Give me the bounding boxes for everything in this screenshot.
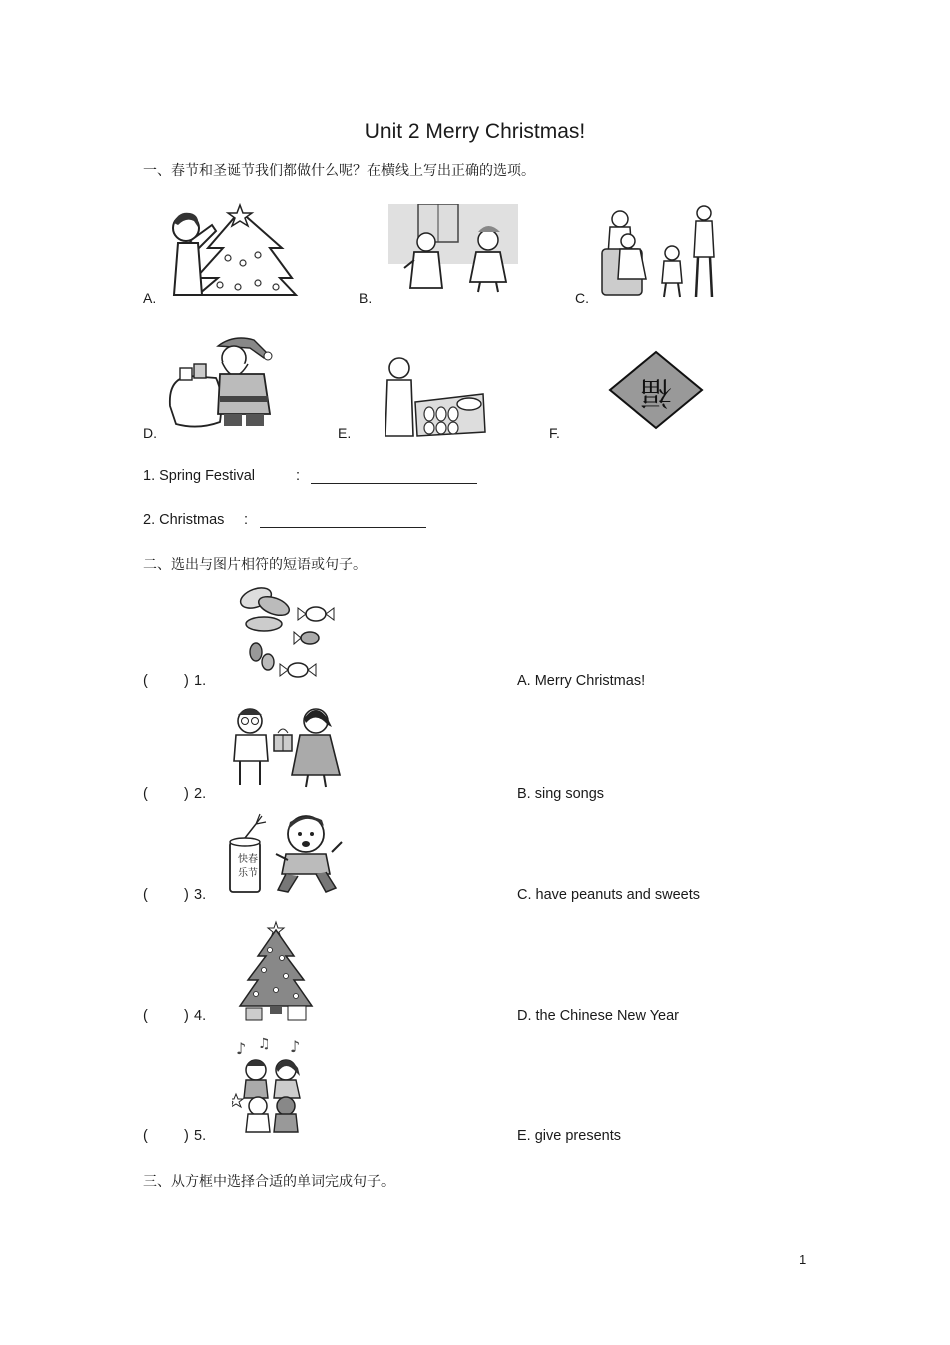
family-new-year-greeting-image [598,205,720,300]
option-e-label: E. [338,425,352,441]
item-2-answer-slot[interactable] [153,787,181,801]
kids-singing-image [232,1036,312,1136]
firecracker-char-2: 春 [248,854,258,865]
question-1-colon: : [296,468,301,484]
item-2-paren-close: ) [184,786,189,802]
item-4-number: 4. [194,1008,207,1024]
firecracker-char-1: 快 [238,854,248,865]
fu-character: 福 [639,374,673,412]
item-4-answer-slot[interactable] [153,1009,181,1023]
item-1-number: 1. [194,673,207,689]
item-5-paren-open: ( [143,1128,148,1144]
option-b-label: B. [359,290,373,306]
option-c-text: C. have peanuts and sweets [517,887,700,903]
option-d-text: D. the Chinese New Year [517,1008,680,1024]
question-1-label: 1. Spring Festival [143,468,256,484]
option-b-text: B. sing songs [517,786,605,802]
question-2-label: 2. Christmas [143,512,225,528]
item-5-number: 5. [194,1128,207,1144]
page-title: Unit 2 Merry Christmas! [364,120,586,143]
santa-claus-image [168,334,276,430]
item-4-paren-open: ( [143,1008,148,1024]
setting-off-firecrackers-image [388,204,518,294]
option-a-label: A. [143,290,157,306]
svg-text:♪: ♪ [236,1039,247,1058]
firecracker-char-3: 乐 [238,868,248,879]
item-5-paren-close: ) [184,1128,189,1144]
item-2-paren-open: ( [143,786,148,802]
making-dumplings-image [385,356,487,438]
firecracker-boy-image [226,812,346,896]
section-1-heading: 一、春节和圣诞节我们都做什么呢？在横线上写出正确的选项。 [143,163,535,179]
fu-character-image [608,350,704,430]
peanuts-sweets-image [234,584,344,684]
firecracker-char-4: 节 [248,868,258,879]
svg-text:♫: ♫ [258,1036,271,1052]
page-number: 1 [799,1252,807,1267]
item-3-answer-slot[interactable] [153,888,181,902]
item-4-paren-close: ) [184,1008,189,1024]
item-5-answer-slot[interactable] [153,1129,181,1143]
item-2-number: 2. [194,786,207,802]
svg-text:♪: ♪ [290,1037,301,1056]
section-3-heading: 三、从方框中选择合适的单词完成句子。 [143,1174,395,1190]
item-1-paren-open: ( [143,673,148,689]
item-3-number: 3. [194,887,207,903]
christmas-tree-image [238,920,314,1022]
question-2-colon: : [244,512,249,528]
option-f-label: F. [549,425,560,441]
item-3-paren-close: ) [184,887,189,903]
option-c-label: C. [575,290,589,306]
option-e-text: E. give presents [517,1128,621,1144]
item-1-answer-slot[interactable] [153,674,181,688]
boy-decorating-tree-image [168,203,300,298]
question-1-answer-blank[interactable] [311,469,477,484]
section-2-heading: 二、选出与图片相符的短语或句子。 [143,557,367,573]
option-d-label: D. [143,425,157,441]
item-1-paren-close: ) [184,673,189,689]
give-presents-image [228,705,344,789]
question-2-answer-blank[interactable] [260,513,426,528]
option-a-text: A. Merry Christmas! [517,673,646,689]
item-3-paren-open: ( [143,887,148,903]
